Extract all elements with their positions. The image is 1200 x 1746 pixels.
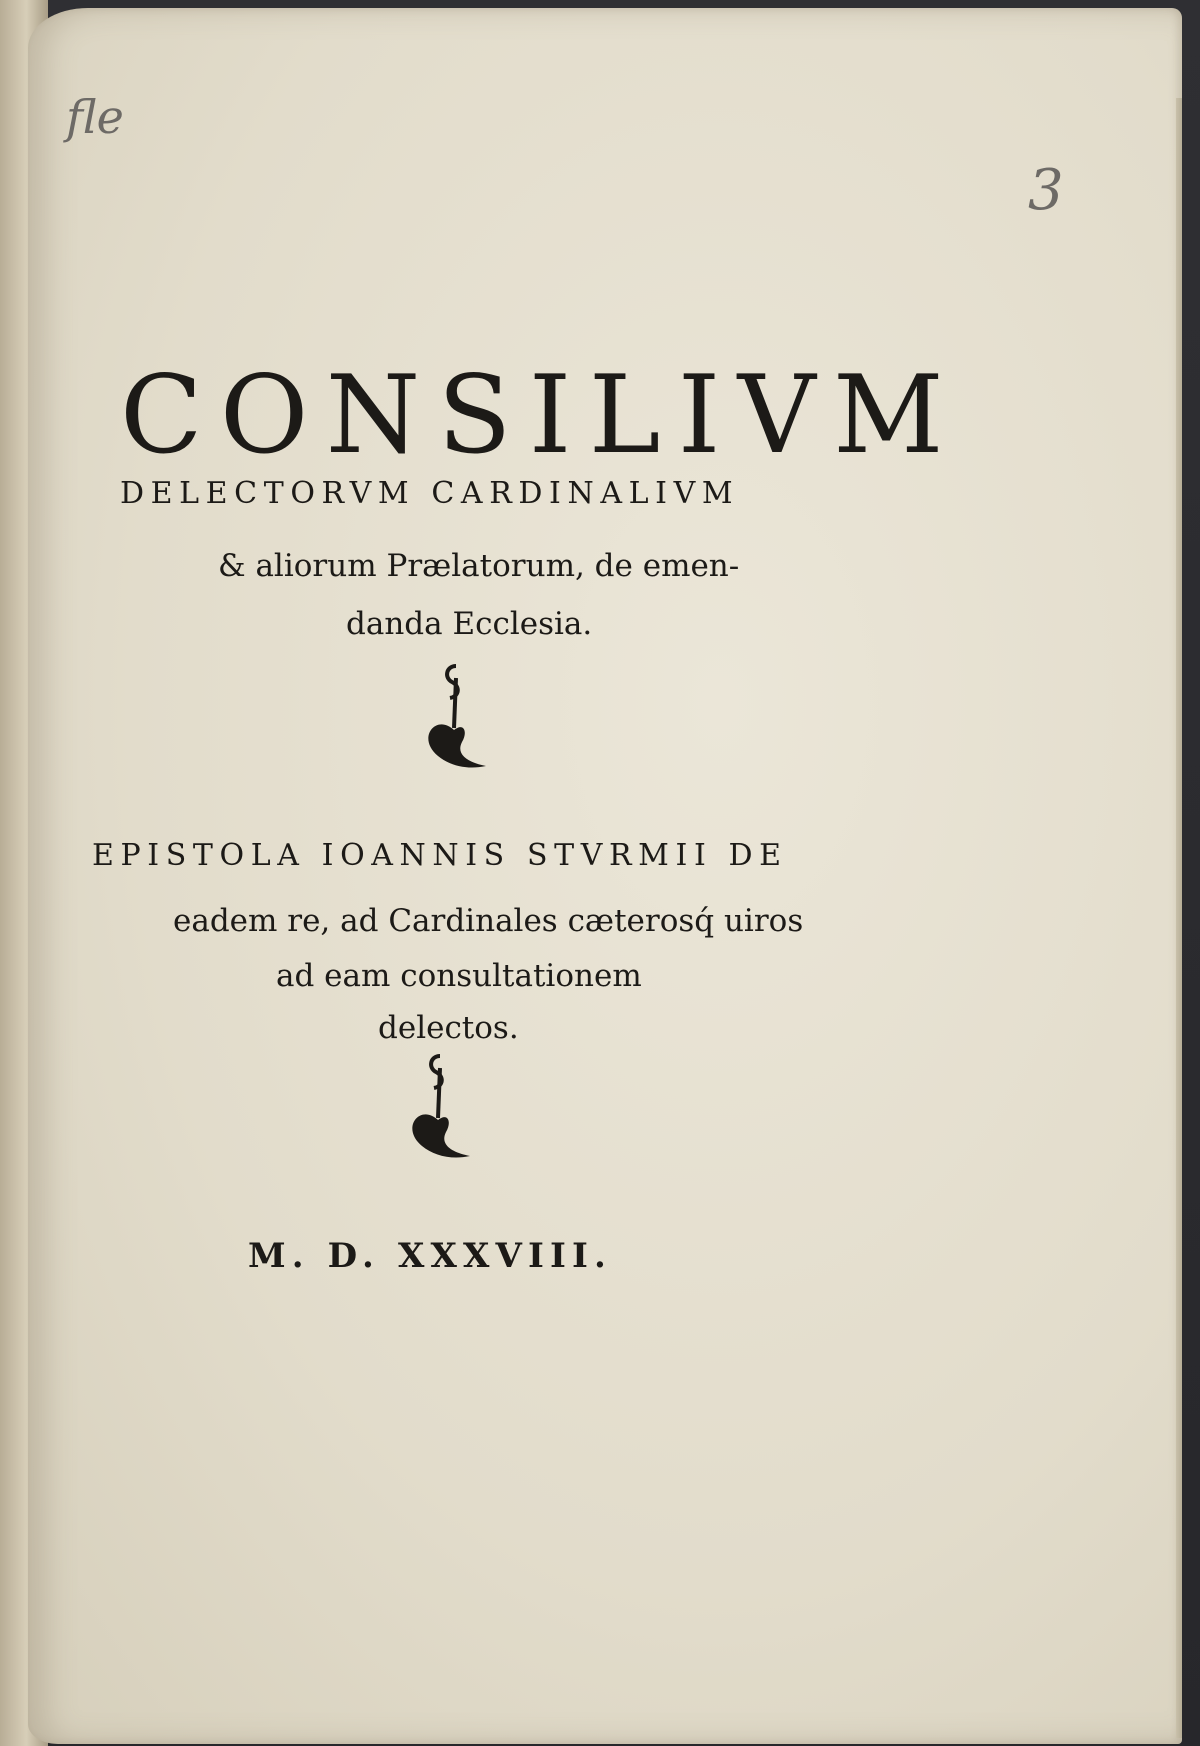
margin-note-page-number: 3	[1028, 158, 1064, 223]
fleuron-heart-icon	[416, 658, 496, 778]
publication-date: M. D. XXXVIII.	[248, 1236, 613, 1276]
subtitle-line-2: & aliorum Prælatorum, de emen-	[218, 548, 740, 584]
subtitle-line-5: eadem re, ad Cardinales cæterosq́ uiros	[173, 903, 804, 939]
subtitle-line-1: DELECTORVM CARDINALIVM	[120, 476, 740, 511]
fleuron-heart-icon	[400, 1048, 480, 1168]
margin-note-top-left: fle	[66, 90, 124, 144]
subtitle-line-7: delectos.	[378, 1010, 519, 1046]
subtitle-line-4: EPISTOLA IOANNIS STVRMII DE	[92, 838, 788, 873]
subtitle-line-3: danda Ecclesia.	[346, 606, 593, 642]
page-title: CONSILIVM	[120, 353, 961, 478]
subtitle-line-6: ad eam consultationem	[276, 958, 642, 994]
title-page	[28, 8, 1182, 1744]
